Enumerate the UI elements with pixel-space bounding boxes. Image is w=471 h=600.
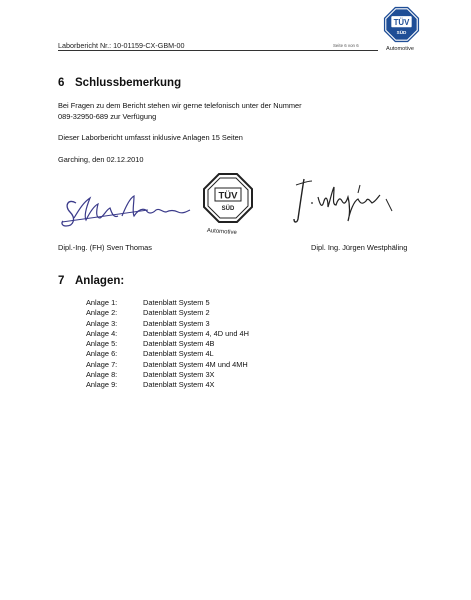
- logo-text-top: TÜV: [393, 17, 410, 27]
- annex-text: Datenblatt System 4, 4D und 4H: [143, 328, 249, 338]
- signatory-left-name: Dipl.-Ing. (FH) Sven Thomas: [58, 243, 152, 252]
- signature-juergen-westphaeling: [292, 175, 402, 225]
- annex-label: Anlage 2:: [86, 308, 118, 318]
- section-7-title: Anlagen:: [75, 275, 125, 287]
- logo-text-bottom: SÜD: [396, 29, 407, 35]
- list-item: [86, 298, 249, 308]
- annex-text: Datenblatt System 2: [143, 308, 210, 318]
- section-7-heading: [58, 275, 124, 287]
- annex-text: Datenblatt System 4M und 4MH: [143, 359, 248, 369]
- list-item: [86, 319, 249, 329]
- section-7-number: 7: [58, 275, 65, 287]
- list-item: [86, 349, 249, 359]
- signature-sven-thomas: [60, 188, 195, 233]
- list-item: [86, 308, 249, 318]
- section-6-number: 6: [58, 77, 65, 89]
- annex-text: Datenblatt System 4X: [143, 380, 215, 390]
- contact-line-2: 089-32950-689 zur Verfügung: [58, 112, 157, 122]
- logo-label: Automotive: [386, 46, 414, 52]
- page-indicator: Seite 6 von 6: [333, 43, 359, 48]
- report-number: Laborbericht Nr.: 10-01159-CX-GBM-00: [58, 41, 185, 50]
- stamp-label: Automotive: [206, 228, 237, 237]
- list-item: [86, 339, 249, 349]
- annex-text: Datenblatt System 4L: [143, 349, 214, 359]
- annex-label: Anlage 9:: [86, 380, 118, 390]
- annex-label: Anlage 3:: [86, 318, 118, 328]
- tuv-logo-icon: [383, 6, 420, 43]
- annex-text: Datenblatt System 3X: [143, 370, 215, 380]
- annex-label: Anlage 5:: [86, 339, 118, 349]
- signatory-right-name: Dipl. Ing. Jürgen Westphäling: [311, 243, 408, 252]
- annex-label: Anlage 1:: [86, 298, 118, 307]
- annex-text: Datenblatt System 5: [143, 298, 210, 307]
- list-item: [86, 329, 249, 339]
- place-date: Garching, den 02.12.2010: [58, 155, 144, 164]
- list-item: [86, 370, 249, 380]
- contact-line-1: Bei Fragen zu dem Bericht stehen wir gerne telefonisch unter der Nummer: [58, 101, 302, 110]
- annex-text: Datenblatt System 4B: [143, 339, 215, 349]
- stamp-text-top: TÜV: [218, 190, 238, 202]
- section-6-heading: [58, 77, 181, 89]
- annex-text: Datenblatt System 3: [143, 318, 210, 328]
- annex-label: Anlage 7:: [86, 359, 118, 369]
- list-item: [86, 360, 249, 370]
- annex-label: Anlage 8:: [86, 370, 118, 380]
- header-divider: [58, 50, 378, 51]
- tuv-stamp-icon: [202, 172, 254, 224]
- page-count-paragraph: Dieser Laborbericht umfasst inklusive Anlagen 15 Seiten: [58, 133, 243, 142]
- annex-label: Anlage 6:: [86, 349, 118, 359]
- stamp-text-bottom: SÜD: [221, 206, 235, 212]
- section-6-title: Schlussbemerkung: [75, 77, 182, 89]
- list-item: [86, 380, 249, 390]
- annex-list: [86, 298, 249, 391]
- annex-label: Anlage 4:: [86, 328, 118, 338]
- contact-paragraph: [58, 100, 302, 122]
